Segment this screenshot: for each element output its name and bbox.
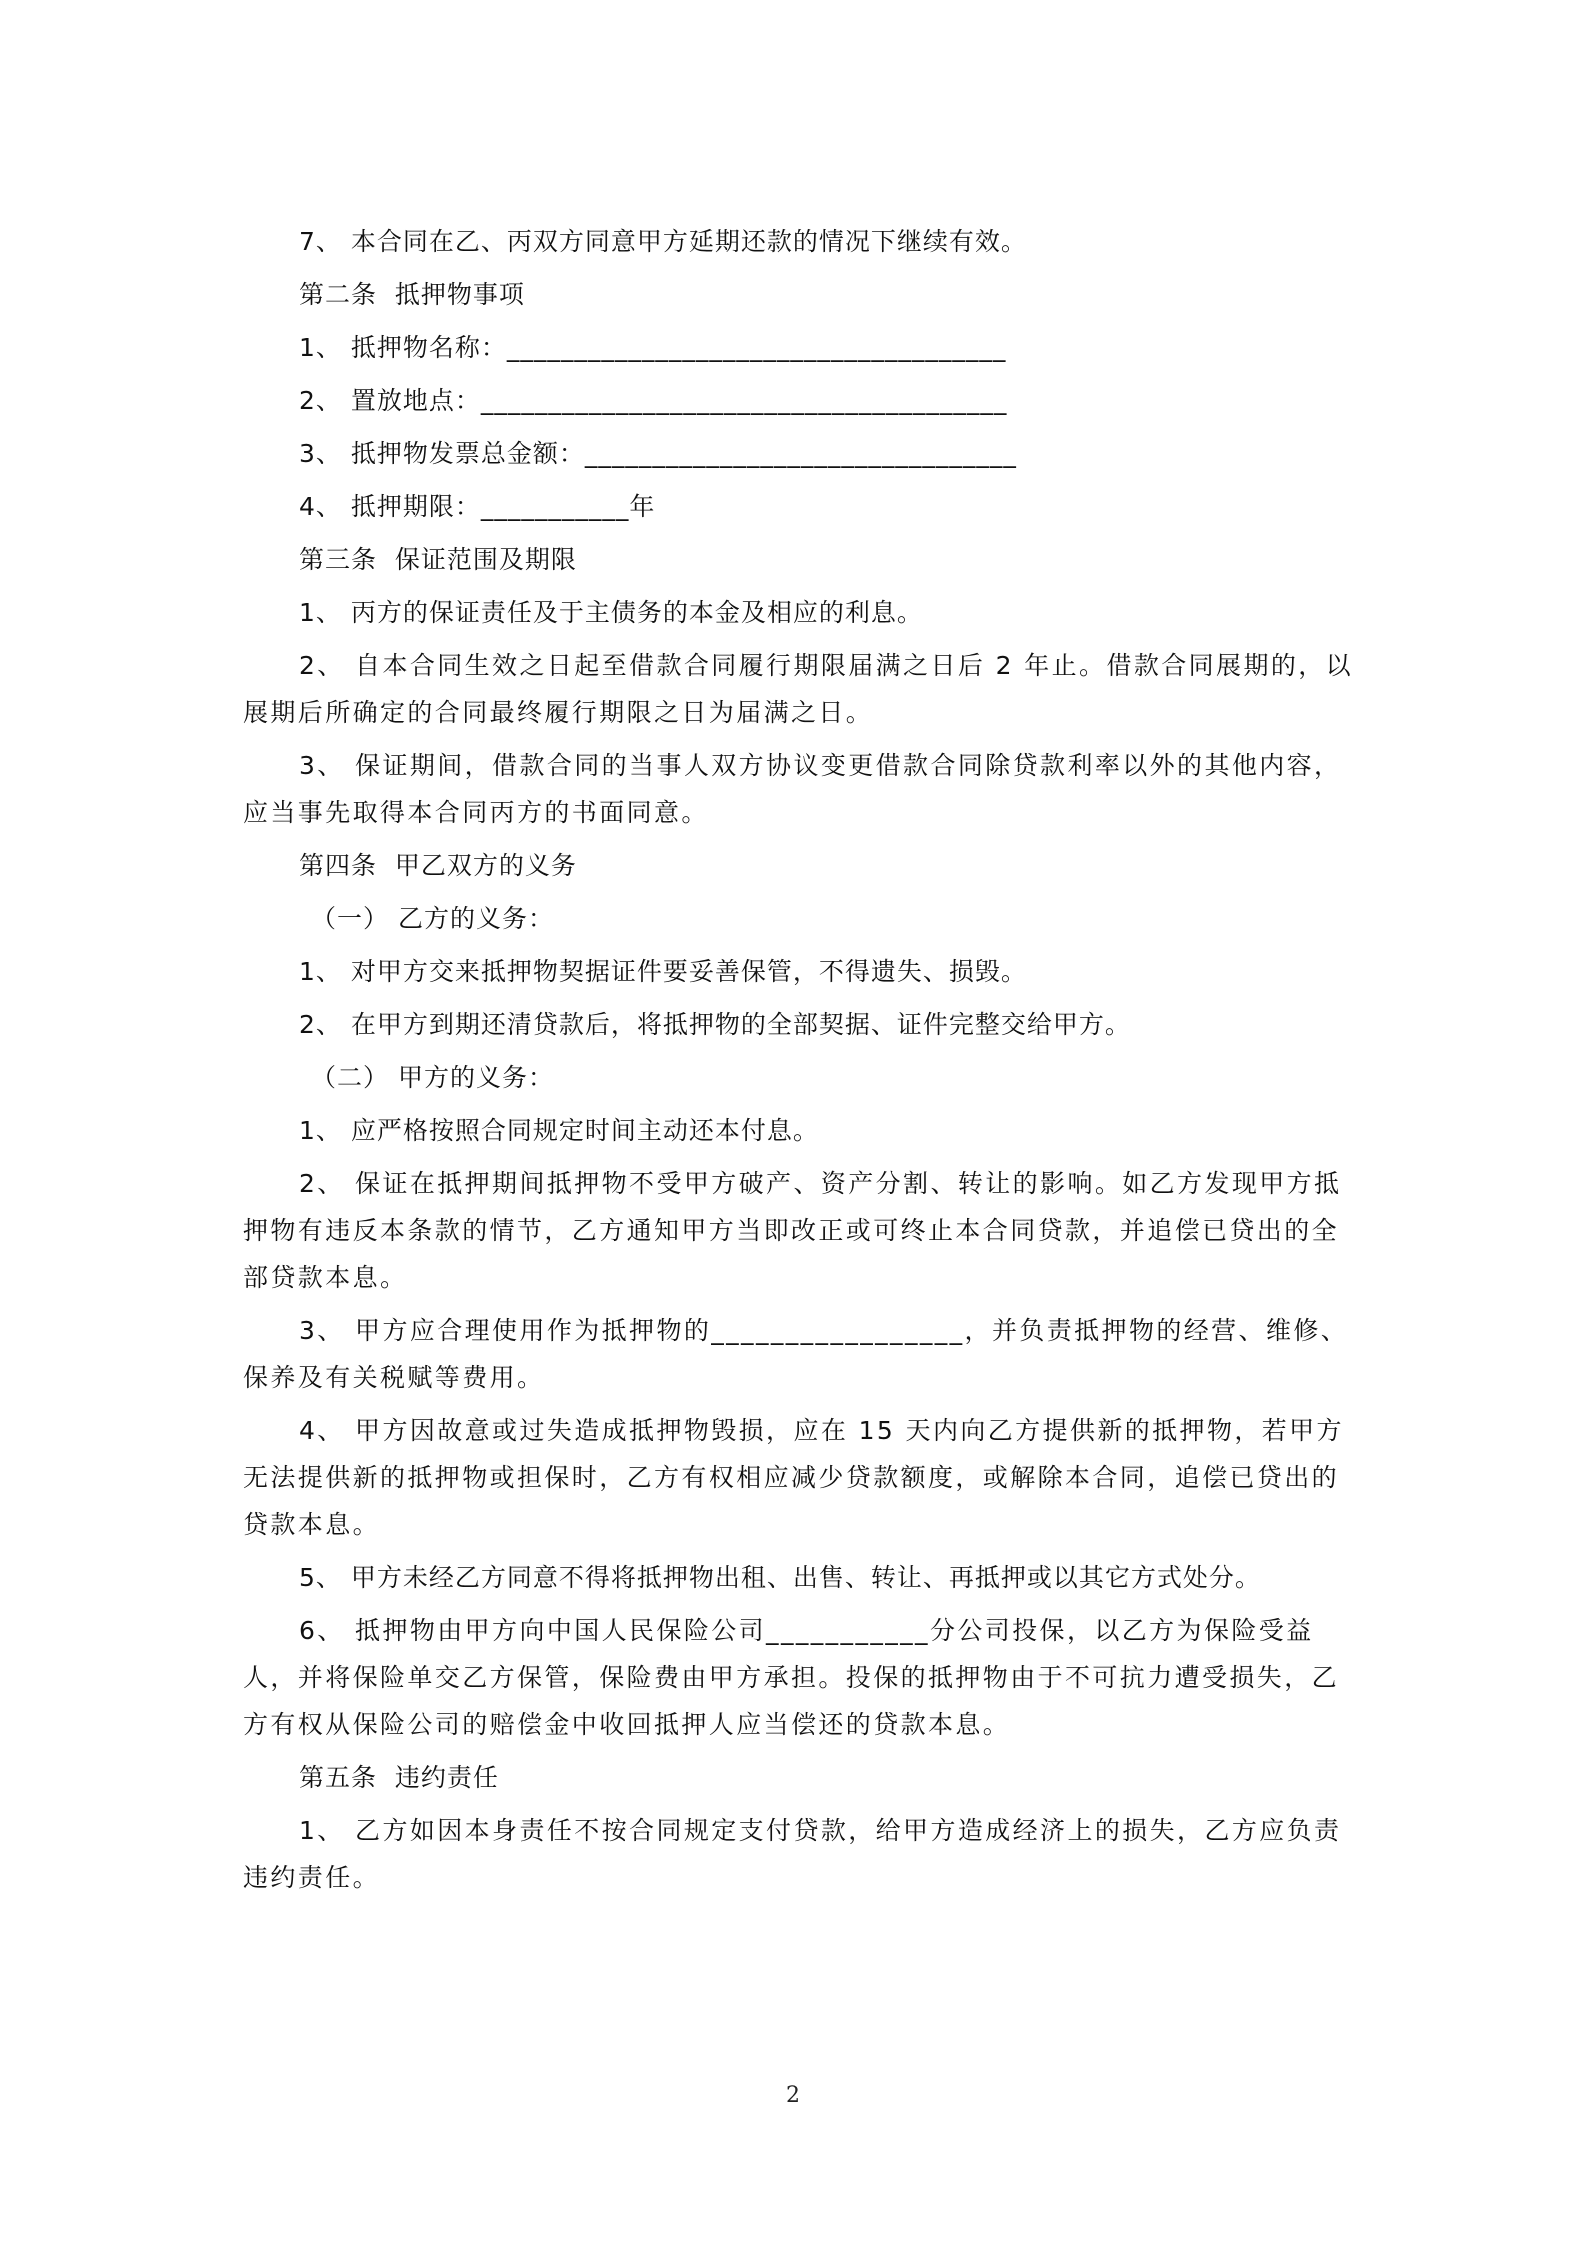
clause-paragraph: 4、 甲方因故意或过失造成抵押物毁损，应在 15 天内向乙方提供新的抵押物，若甲方无法提供新的抵押物或担保时，乙方有权相应减少贷款额度，或解除本合同，追偿已贷出的贷款本息。 xyxy=(243,1416,1344,1539)
clause-paragraph: 7、 本合同在乙、丙双方同意甲方延期还款的情况下继续有效。 xyxy=(299,227,1027,256)
clause-paragraph: 1、 对甲方交来抵押物契据证件要妥善保管，不得遗失、损毁。 xyxy=(299,957,1027,986)
document-body xyxy=(243,218,1358,1907)
clause-paragraph: 2、 自本合同生效之日起至借款合同履行期限届满之日后 2 年止。借款合同展期的，以展期后所确定的合同最终履行期限之日为届满之日。 xyxy=(243,651,1354,727)
clause-paragraph: 2、 在甲方到期还清贷款后，将抵押物的全部契据、证件完整交给甲方。 xyxy=(299,1010,1131,1039)
clause-paragraph: 3、 保证期间，借款合同的当事人双方协议变更借款合同除贷款利率以外的其他内容，应当事先取得本合同丙方的书面同意。 xyxy=(243,751,1342,827)
clause-paragraph: 1、 抵押物名称：_____________________________________ xyxy=(299,333,1007,362)
subsection-heading: （一） 乙方的义务： xyxy=(311,904,554,933)
page-number: 2 xyxy=(786,2083,800,2108)
clause-paragraph: 2、 保证在抵押期间抵押物不受甲方破产、资产分割、转让的影响。如乙方发现甲方抵押物有违反本条款的情节，乙方通知甲方当即改正或可终止本合同贷款，并追偿已贷出的全部贷款本息。 xyxy=(243,1169,1342,1292)
clause-paragraph: 3、 抵押物发票总金额：________________________________ xyxy=(299,439,1017,468)
subsection-heading: （二） 甲方的义务： xyxy=(311,1063,554,1092)
paragraph-list xyxy=(243,218,1358,1901)
clause-paragraph: 1、 应严格按照合同规定时间主动还本付息。 xyxy=(299,1116,819,1145)
clause-paragraph: 2、 置放地点：_______________________________________ xyxy=(299,386,1008,415)
clause-paragraph: 3、 甲方应合理使用作为抵押物的_________________，并负责抵押物的经营、维修、保养及有关税赋等费用。 xyxy=(243,1316,1349,1392)
clause-paragraph: 6、 抵押物由甲方向中国人民保险公司___________分公司投保，以乙方为保险受益人，并将保险单交乙方保管，保险费由甲方承担。投保的抵押物由于不可抗力遭受损失，乙方有权从保险公司的赔偿金中收回抵押人应当偿还的贷款本息。 xyxy=(243,1616,1340,1739)
clause-paragraph: 1、 丙方的保证责任及于主债务的本金及相应的利息。 xyxy=(299,598,923,627)
section-heading: 第五条 违约责任 xyxy=(299,1763,499,1792)
clause-paragraph: 1、 乙方如因本身责任不按合同规定支付贷款，给甲方造成经济上的损失，乙方应负责违约责任。 xyxy=(243,1816,1342,1892)
clause-paragraph: 4、 抵押期限：___________年 xyxy=(299,492,656,521)
section-heading: 第二条 抵押物事项 xyxy=(299,280,525,309)
clause-paragraph: 5、 甲方未经乙方同意不得将抵押物出租、出售、转让、再抵押或以其它方式处分。 xyxy=(299,1563,1261,1592)
section-heading: 第四条 甲乙双方的义务 xyxy=(299,851,577,880)
section-heading: 第三条 保证范围及期限 xyxy=(299,545,577,574)
